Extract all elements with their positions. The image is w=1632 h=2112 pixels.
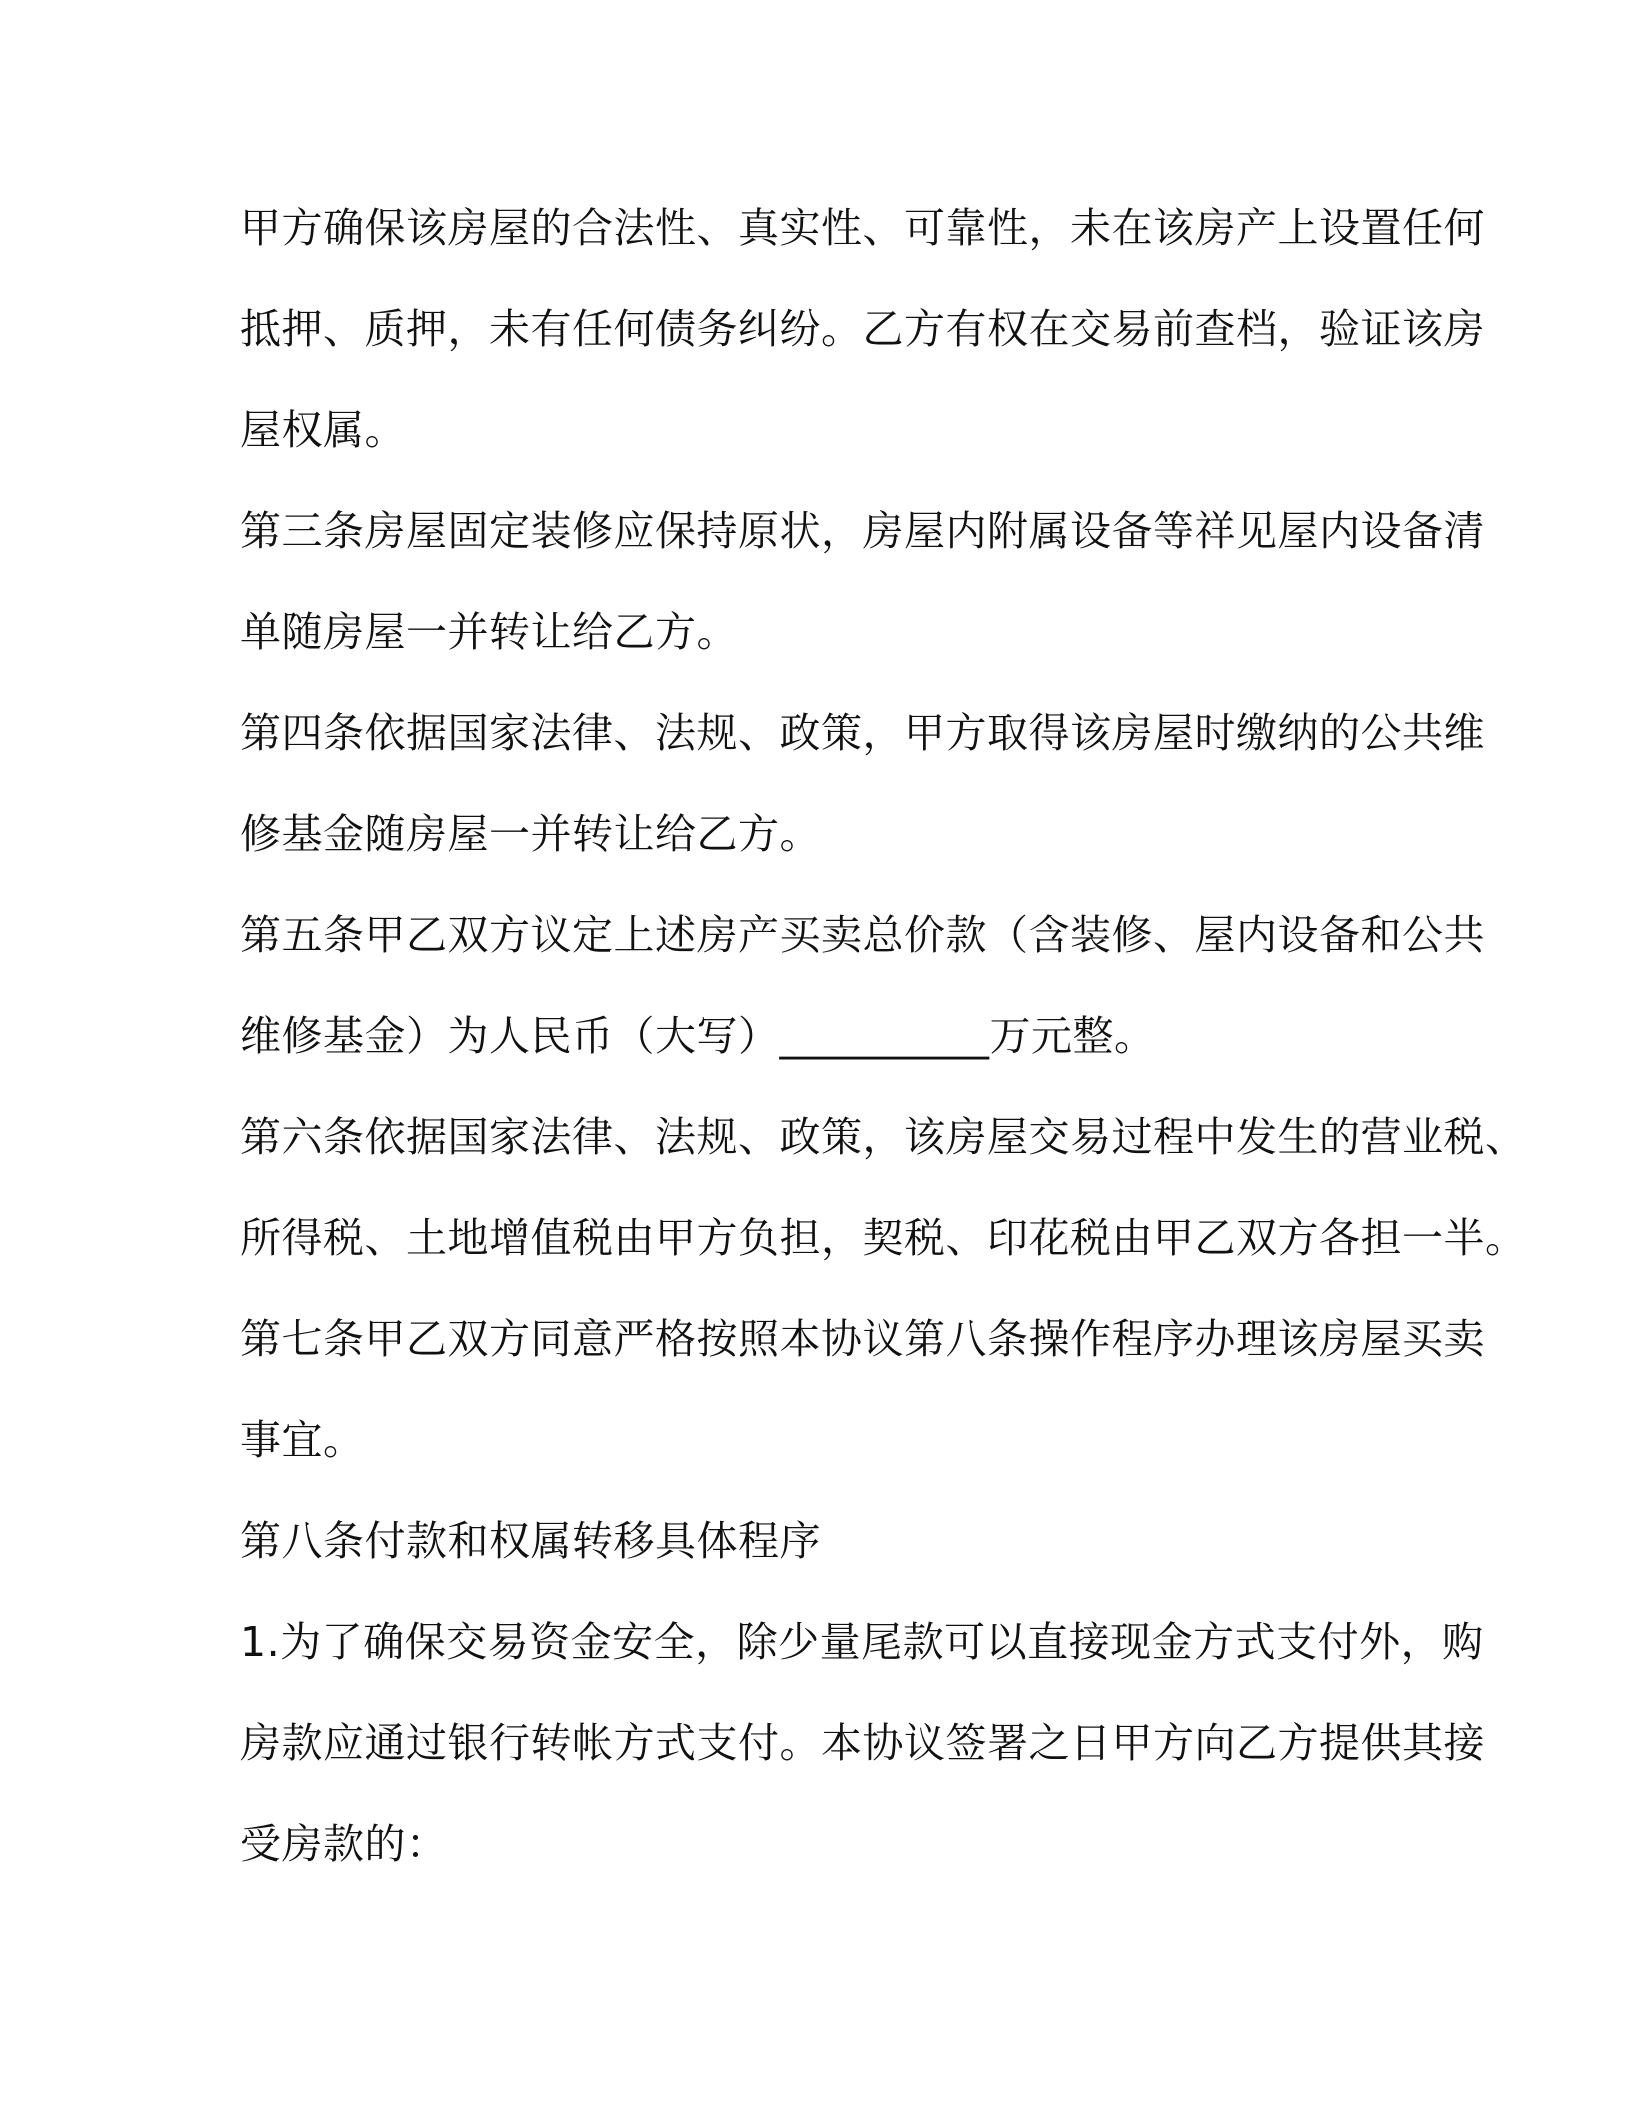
clause-5-line: 维修基金）为人民币（大写）__________万元整。 [240,1012,1156,1060]
clause-4-line: 第四条依据国家法律、法规、政策，甲方取得该房屋时缴纳的公共维 [240,709,1485,757]
paragraph-line: 抵押、质押，未有任何债务纠纷。乙方有权在交易前查档，验证该房 [240,305,1485,353]
clause-8-item-1-line: 房款应通过银行转帐方式支付。本协议签署之日甲方向乙方提供其接 [240,1719,1485,1767]
clause-7-line: 第七条甲乙双方同意严格按照本协议第八条操作程序办理该房屋买卖 [240,1315,1485,1363]
clause-5-line: 第五条甲乙双方议定上述房产买卖总价款（含装修、屋内设备和公共 [240,911,1485,959]
clause-4-line: 修基金随房屋一并转让给乙方。 [240,810,821,858]
clause-3-line: 单随房屋一并转让给乙方。 [240,608,738,656]
clause-3-line: 第三条房屋固定装修应保持原状，房屋内附属设备等祥见屋内设备清 [240,507,1485,555]
clause-8-item-1-line: 受房款的： [240,1820,448,1868]
clause-8-item-1-line: 1.为了确保交易资金安全，除少量尾款可以直接现金方式支付外，购 [240,1618,1484,1666]
clause-7-line: 事宜。 [240,1416,365,1464]
paragraph-line: 甲方确保该房屋的合法性、真实性、可靠性，未在该房产上设置任何 [240,204,1485,252]
document-body [240,178,1527,1895]
clause-6-line: 所得税、土地增值税由甲方负担，契税、印花税由甲乙双方各担一半。 [240,1214,1527,1262]
clause-8-heading: 第八条付款和权属转移具体程序 [240,1517,821,1565]
clause-6-line: 第六条依据国家法律、法规、政策，该房屋交易过程中发生的营业税、 [240,1113,1527,1161]
paragraph-line: 屋权属。 [240,406,406,454]
